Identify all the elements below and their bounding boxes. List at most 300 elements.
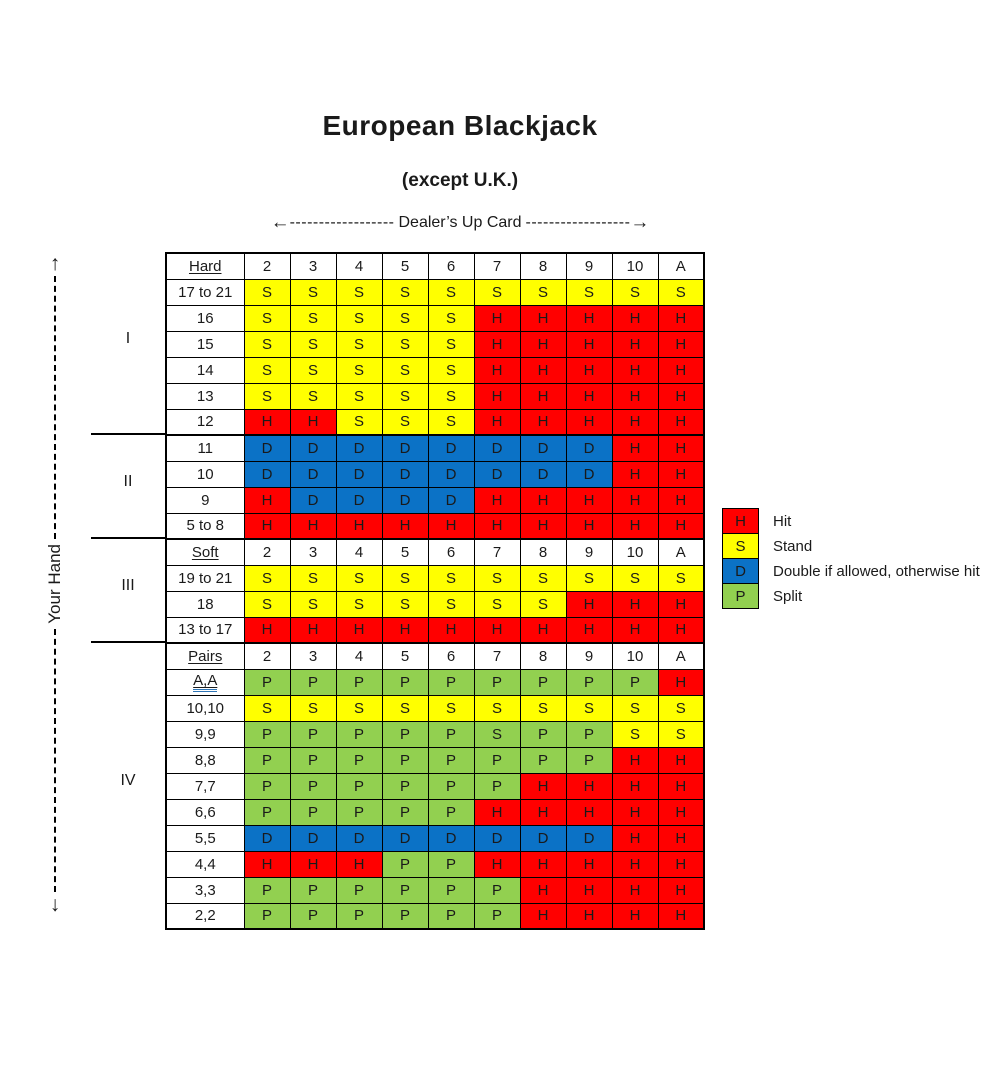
action-cell: H xyxy=(474,383,520,409)
dealer-card-header: 10 xyxy=(612,643,658,669)
action-cell: P xyxy=(244,903,290,929)
dealer-axis-label: Dealer’s Up Card xyxy=(398,214,522,231)
action-cell: H xyxy=(658,773,704,799)
hand-label: 13 to 17 xyxy=(166,617,244,643)
strategy-row xyxy=(166,461,704,487)
action-cell: P xyxy=(382,877,428,903)
legend-item xyxy=(722,583,980,609)
action-cell: S xyxy=(244,591,290,617)
action-cell: H xyxy=(658,487,704,513)
action-cell: D xyxy=(290,435,336,461)
action-cell: S xyxy=(336,695,382,721)
action-cell: H xyxy=(520,383,566,409)
action-cell: S xyxy=(428,565,474,591)
action-cell: H xyxy=(244,487,290,513)
action-cell: S xyxy=(290,591,336,617)
action-cell: D xyxy=(244,461,290,487)
hand-type-header xyxy=(166,539,244,565)
section-divider xyxy=(91,537,165,539)
action-cell: D xyxy=(566,461,612,487)
action-cell: D xyxy=(428,825,474,851)
dealer-card-header: 5 xyxy=(382,539,428,565)
action-cell: H xyxy=(520,513,566,539)
action-cell: P xyxy=(382,747,428,773)
action-cell: S xyxy=(336,565,382,591)
hand-label: 10 xyxy=(166,461,244,487)
strategy-row xyxy=(166,721,704,747)
action-cell: H xyxy=(566,773,612,799)
action-cell: S xyxy=(566,279,612,305)
dealer-card-header: 3 xyxy=(290,539,336,565)
hand-label xyxy=(166,669,244,695)
up-arrow-icon: ↑ xyxy=(49,252,61,275)
action-cell: H xyxy=(290,617,336,643)
strategy-row xyxy=(166,591,704,617)
action-cell: S xyxy=(382,279,428,305)
action-cell: D xyxy=(290,461,336,487)
action-cell: H xyxy=(612,435,658,461)
action-cell: H xyxy=(520,799,566,825)
action-cell: H xyxy=(244,409,290,435)
action-cell: P xyxy=(244,877,290,903)
action-cell: H xyxy=(474,487,520,513)
legend-item xyxy=(722,508,980,534)
action-cell: S xyxy=(520,695,566,721)
action-cell: H xyxy=(658,851,704,877)
hand-label: 6,6 xyxy=(166,799,244,825)
hand-label: 4,4 xyxy=(166,851,244,877)
page-subtitle: (except U.K.) xyxy=(401,170,519,191)
action-cell: S xyxy=(336,331,382,357)
action-cell: H xyxy=(566,513,612,539)
action-cell: S xyxy=(382,409,428,435)
dealer-card-header: 8 xyxy=(520,253,566,279)
strategy-row xyxy=(166,305,704,331)
action-cell: D xyxy=(474,435,520,461)
action-cell: H xyxy=(612,409,658,435)
action-cell: S xyxy=(428,305,474,331)
strategy-row xyxy=(166,617,704,643)
dealer-card-header: 2 xyxy=(244,539,290,565)
action-cell: H xyxy=(658,357,704,383)
action-cell: S xyxy=(520,279,566,305)
action-cell: H xyxy=(290,851,336,877)
left-arrow-icon: ← xyxy=(270,212,290,233)
action-cell: H xyxy=(566,383,612,409)
action-cell: H xyxy=(612,799,658,825)
action-cell: H xyxy=(244,851,290,877)
action-cell: H xyxy=(566,305,612,331)
action-cell: P xyxy=(290,877,336,903)
strategy-row xyxy=(166,669,704,695)
legend-color-box: D xyxy=(722,558,759,584)
action-cell: P xyxy=(520,747,566,773)
action-cell: S xyxy=(290,383,336,409)
dealer-card-header: 9 xyxy=(566,643,612,669)
action-cell: D xyxy=(336,825,382,851)
action-cell: D xyxy=(382,435,428,461)
action-cell: S xyxy=(474,279,520,305)
dealer-card-header: 6 xyxy=(428,643,474,669)
action-cell: D xyxy=(382,825,428,851)
section-numeral: IV xyxy=(120,772,136,789)
legend-label: Split xyxy=(773,587,803,605)
section-divider xyxy=(91,433,165,435)
dealer-card-header: 5 xyxy=(382,253,428,279)
action-cell: H xyxy=(612,877,658,903)
dealer-axis-dashes-left: ------------------ xyxy=(289,214,395,231)
action-cell: P xyxy=(474,903,520,929)
action-cell: D xyxy=(520,825,566,851)
action-cell: P xyxy=(428,799,474,825)
action-cell: S xyxy=(474,695,520,721)
action-cell: H xyxy=(658,435,704,461)
action-cell: P xyxy=(336,747,382,773)
hand-label: 19 to 21 xyxy=(166,565,244,591)
action-cell: P xyxy=(244,669,290,695)
action-cell: H xyxy=(612,747,658,773)
action-cell: S xyxy=(244,383,290,409)
action-cell: H xyxy=(474,357,520,383)
action-cell: H xyxy=(566,409,612,435)
action-cell: H xyxy=(612,513,658,539)
action-cell: S xyxy=(612,721,658,747)
action-cell: P xyxy=(428,773,474,799)
action-cell: S xyxy=(658,721,704,747)
action-cell: H xyxy=(612,617,658,643)
action-cell: P xyxy=(382,851,428,877)
strategy-row xyxy=(166,357,704,383)
action-cell: P xyxy=(336,903,382,929)
strategy-row xyxy=(166,565,704,591)
action-cell: D xyxy=(382,487,428,513)
action-cell: S xyxy=(520,591,566,617)
action-cell: H xyxy=(566,487,612,513)
hand-label: 9 xyxy=(166,487,244,513)
action-cell: H xyxy=(428,513,474,539)
legend-color-box: S xyxy=(722,533,759,559)
action-cell: D xyxy=(566,435,612,461)
action-cell: H xyxy=(658,305,704,331)
action-cell: P xyxy=(612,669,658,695)
action-cell: H xyxy=(566,591,612,617)
action-cell: P xyxy=(428,851,474,877)
action-cell: S xyxy=(336,279,382,305)
action-cell: H xyxy=(290,513,336,539)
action-cell: S xyxy=(290,331,336,357)
dealer-axis-dashes-right: ------------------ xyxy=(525,214,631,231)
action-cell: P xyxy=(290,799,336,825)
action-cell: D xyxy=(474,461,520,487)
action-cell: D xyxy=(520,461,566,487)
action-cell: P xyxy=(244,773,290,799)
action-cell: P xyxy=(474,669,520,695)
action-cell: S xyxy=(520,565,566,591)
hand-label: 13 xyxy=(166,383,244,409)
action-cell: H xyxy=(474,799,520,825)
hand-label: 5 to 8 xyxy=(166,513,244,539)
action-cell: P xyxy=(290,747,336,773)
action-cell: P xyxy=(428,903,474,929)
action-cell: D xyxy=(336,435,382,461)
action-cell: S xyxy=(290,357,336,383)
action-cell: S xyxy=(658,695,704,721)
action-cell: S xyxy=(428,357,474,383)
action-cell: S xyxy=(428,331,474,357)
dealer-card-header: 3 xyxy=(290,253,336,279)
action-cell: S xyxy=(566,565,612,591)
dealer-card-header: 6 xyxy=(428,539,474,565)
legend xyxy=(722,508,980,609)
action-cell: H xyxy=(612,305,658,331)
action-cell: P xyxy=(566,747,612,773)
action-cell: S xyxy=(290,565,336,591)
action-cell: S xyxy=(474,721,520,747)
section-numeral: II xyxy=(123,473,133,490)
action-cell: P xyxy=(428,877,474,903)
action-cell: P xyxy=(244,799,290,825)
player-axis-line-bottom xyxy=(54,629,56,892)
dealer-card-header: 6 xyxy=(428,253,474,279)
action-cell: P xyxy=(428,747,474,773)
down-arrow-icon: ↓ xyxy=(49,893,61,916)
action-cell: P xyxy=(474,747,520,773)
action-cell: H xyxy=(612,487,658,513)
legend-color-box: P xyxy=(722,583,759,609)
hand-label: 18 xyxy=(166,591,244,617)
action-cell: P xyxy=(290,773,336,799)
hand-label: 9,9 xyxy=(166,721,244,747)
action-cell: H xyxy=(244,617,290,643)
action-cell: S xyxy=(244,305,290,331)
action-cell: S xyxy=(336,591,382,617)
action-cell: S xyxy=(612,279,658,305)
hand-label: 10,10 xyxy=(166,695,244,721)
strategy-row xyxy=(166,877,704,903)
dealer-card-header: 4 xyxy=(336,253,382,279)
action-cell: H xyxy=(520,409,566,435)
dealer-card-header: 3 xyxy=(290,643,336,669)
action-cell: D xyxy=(336,487,382,513)
hand-label: 5,5 xyxy=(166,825,244,851)
action-cell: S xyxy=(244,279,290,305)
action-cell: H xyxy=(566,617,612,643)
page-title: European Blackjack xyxy=(322,110,598,141)
action-cell: S xyxy=(244,331,290,357)
action-cell: P xyxy=(566,669,612,695)
strategy-row xyxy=(166,383,704,409)
strategy-row xyxy=(166,279,704,305)
action-cell: H xyxy=(658,383,704,409)
action-cell: H xyxy=(382,513,428,539)
hand-label: 3,3 xyxy=(166,877,244,903)
action-cell: S xyxy=(382,305,428,331)
action-cell: P xyxy=(520,669,566,695)
dealer-card-header: 8 xyxy=(520,643,566,669)
action-cell: H xyxy=(336,617,382,643)
header-row xyxy=(166,643,704,669)
action-cell: D xyxy=(566,825,612,851)
strategy-row xyxy=(166,409,704,435)
action-cell: H xyxy=(566,331,612,357)
strategy-row xyxy=(166,435,704,461)
hand-type-header xyxy=(166,253,244,279)
dealer-card-header: 7 xyxy=(474,643,520,669)
action-cell: D xyxy=(428,461,474,487)
action-cell: H xyxy=(612,903,658,929)
action-cell: S xyxy=(382,383,428,409)
action-cell: D xyxy=(336,461,382,487)
action-cell: S xyxy=(428,591,474,617)
action-cell: D xyxy=(382,461,428,487)
action-cell: S xyxy=(336,357,382,383)
action-cell: P xyxy=(474,877,520,903)
action-cell: H xyxy=(474,617,520,643)
action-cell: S xyxy=(290,305,336,331)
hand-label: 15 xyxy=(166,331,244,357)
action-cell: S xyxy=(658,279,704,305)
action-cell: P xyxy=(244,747,290,773)
player-axis-line-top xyxy=(54,276,56,539)
header-row xyxy=(166,253,704,279)
action-cell: S xyxy=(612,565,658,591)
action-cell: H xyxy=(658,877,704,903)
action-cell: H xyxy=(658,409,704,435)
action-cell: P xyxy=(428,721,474,747)
header-row xyxy=(166,539,704,565)
action-cell: H xyxy=(474,409,520,435)
action-cell: P xyxy=(336,877,382,903)
action-cell: D xyxy=(520,435,566,461)
section-divider xyxy=(91,641,165,643)
action-cell: H xyxy=(428,617,474,643)
action-cell: D xyxy=(428,487,474,513)
action-cell: H xyxy=(566,357,612,383)
legend-color-box: H xyxy=(722,508,759,534)
hand-label: 17 to 21 xyxy=(166,279,244,305)
dealer-card-header: 2 xyxy=(244,253,290,279)
action-cell: H xyxy=(658,903,704,929)
action-cell: P xyxy=(336,721,382,747)
legend-item xyxy=(722,533,980,559)
hand-type-header xyxy=(166,643,244,669)
legend-label: Double if allowed, otherwise hit xyxy=(773,562,980,580)
dealer-axis xyxy=(0,212,920,234)
action-cell: P xyxy=(336,773,382,799)
action-cell: H xyxy=(658,461,704,487)
action-cell: H xyxy=(474,305,520,331)
strategy-grid xyxy=(165,252,705,930)
action-cell: S xyxy=(612,695,658,721)
action-cell: S xyxy=(382,565,428,591)
action-cell: H xyxy=(520,877,566,903)
hand-label: 16 xyxy=(166,305,244,331)
right-arrow-icon: → xyxy=(630,212,650,233)
action-cell: H xyxy=(612,591,658,617)
action-cell: H xyxy=(474,331,520,357)
action-cell: D xyxy=(244,825,290,851)
action-cell: S xyxy=(474,591,520,617)
action-cell: P xyxy=(244,721,290,747)
action-cell: H xyxy=(520,331,566,357)
action-cell: P xyxy=(566,721,612,747)
action-cell: P xyxy=(428,669,474,695)
action-cell: H xyxy=(612,331,658,357)
dealer-card-header: 5 xyxy=(382,643,428,669)
action-cell: H xyxy=(520,851,566,877)
strategy-row xyxy=(166,773,704,799)
hand-type-label: Hard xyxy=(188,257,222,275)
action-cell: H xyxy=(612,773,658,799)
action-cell: S xyxy=(382,357,428,383)
strategy-row xyxy=(166,825,704,851)
action-cell: S xyxy=(474,565,520,591)
strategy-row xyxy=(166,331,704,357)
hand-type-label: Pairs xyxy=(188,647,223,665)
action-cell: H xyxy=(474,851,520,877)
hand-label: 11 xyxy=(166,435,244,461)
section-rail xyxy=(91,252,165,928)
action-cell: H xyxy=(612,461,658,487)
dealer-card-header: 10 xyxy=(612,539,658,565)
dealer-card-header: 8 xyxy=(520,539,566,565)
action-cell: P xyxy=(474,773,520,799)
action-cell: H xyxy=(612,357,658,383)
action-cell: P xyxy=(336,799,382,825)
legend-item xyxy=(722,558,980,584)
action-cell: H xyxy=(382,617,428,643)
hand-label: 7,7 xyxy=(166,773,244,799)
action-cell: S xyxy=(244,565,290,591)
action-cell: H xyxy=(658,825,704,851)
action-cell: S xyxy=(428,695,474,721)
action-cell: S xyxy=(658,565,704,591)
action-cell: S xyxy=(428,279,474,305)
strategy-row xyxy=(166,695,704,721)
action-cell: P xyxy=(290,721,336,747)
action-cell: H xyxy=(520,357,566,383)
action-cell: P xyxy=(290,903,336,929)
section-numeral: III xyxy=(121,577,135,594)
action-cell: S xyxy=(290,695,336,721)
strategy-row xyxy=(166,903,704,929)
action-cell: D xyxy=(474,825,520,851)
action-cell: H xyxy=(658,799,704,825)
action-cell: H xyxy=(520,617,566,643)
action-cell: H xyxy=(612,383,658,409)
action-cell: S xyxy=(244,357,290,383)
action-cell: H xyxy=(566,851,612,877)
action-cell: H xyxy=(566,799,612,825)
action-cell: D xyxy=(244,435,290,461)
player-axis-label: Your Hand xyxy=(45,544,64,624)
action-cell: P xyxy=(336,669,382,695)
dealer-card-header: 7 xyxy=(474,539,520,565)
hand-label: 14 xyxy=(166,357,244,383)
action-cell: H xyxy=(658,591,704,617)
action-cell: S xyxy=(244,695,290,721)
action-cell: S xyxy=(382,695,428,721)
legend-label: Hit xyxy=(773,512,792,530)
action-cell: P xyxy=(520,721,566,747)
action-cell: D xyxy=(290,487,336,513)
action-cell: S xyxy=(336,305,382,331)
action-cell: P xyxy=(382,799,428,825)
dealer-card-header: 9 xyxy=(566,253,612,279)
section-numeral: I xyxy=(125,330,131,347)
strategy-row xyxy=(166,799,704,825)
dealer-card-header: 9 xyxy=(566,539,612,565)
